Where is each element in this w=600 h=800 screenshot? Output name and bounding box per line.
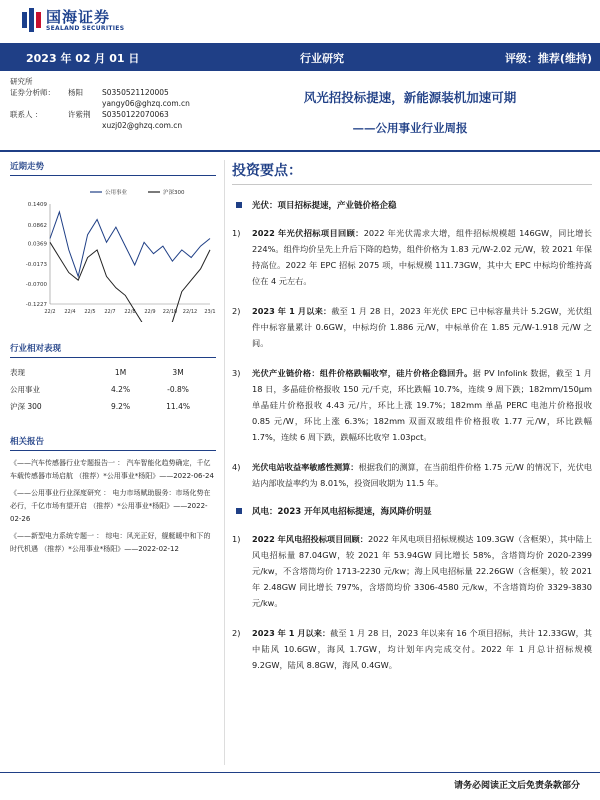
- list-item: [232, 303, 592, 351]
- item-text: 2022 年风电项目招标规模达 109.3GW（含框架），其中陆上风电招标量 87.04GW，较 2021 年 53.94GW 同比增长 58%，含塔筒均价 2020-2399 元/kw，不含塔筒均价 1713-2230 元/kw；海上风电招标量 22.26GW（含框架），较 2021 年 2.48GW 同比增长 797%，含塔筒均价 3306-4580 元/kw，不含塔筒均价 3329-3830 元/kw。: [252, 534, 593, 608]
- analyst-email: yangy06@ghzq.com.cn: [102, 99, 190, 108]
- item-number: 4): [232, 462, 241, 472]
- performance-section: [10, 342, 216, 415]
- table-row: [10, 381, 210, 398]
- footer-note: 请务必阅读正文后免责条款部分: [453, 781, 580, 791]
- y-tick-label: 0.0369: [27, 241, 47, 248]
- item-lead: 2022 年光伏招标项目回顾：: [252, 228, 364, 238]
- report-subhead: ——公用事业行业周报: [352, 121, 468, 135]
- table-header: 1M: [114, 368, 127, 377]
- item-text: 2022 年光伏需求大增，组件招标规模超 146GW，同比增长 224%。组件均价呈先上升后下降的趋势，组件价格为 1.83 元/W-2.02 元/W，较 2021 年保持高位。2022 年 EPC 招标 2075 项，中标规模 111.73GW，其中大 EPC 中标均价维持高位在 4 元左右。: [252, 228, 592, 286]
- y-tick-label: -0.1227: [25, 302, 47, 308]
- analyst-name: 许紫荆: [68, 110, 91, 119]
- logo-mark-icon: [22, 8, 42, 32]
- section-heading: [232, 199, 592, 211]
- item-number: 1): [232, 534, 241, 544]
- report-type: 行业研究: [300, 52, 344, 65]
- analyst-name: 杨阳: [68, 88, 83, 97]
- x-tick-label: 22/5: [84, 309, 96, 315]
- item-text: 截至 1 月 28 日，2023 年光伏 EPC 已中标容量共计 5.2GW，光伏组件中标容量累计 0.6GW，中标均价 1.886 元/W，中标单价在 1.85 元/W-1.918 元/W 之间。: [252, 306, 592, 348]
- header-bar: [0, 43, 600, 71]
- analyst-block: [10, 76, 190, 131]
- x-tick-label: 22/12: [182, 309, 198, 315]
- legend-label: 公用事业: [105, 190, 128, 196]
- analyst-id: S0350521120005: [102, 88, 169, 97]
- report-rating: 评级：推荐(维持): [504, 52, 592, 65]
- section-heading-text: 风电：2023 开年风电招标提速，海风降价明显: [252, 507, 432, 517]
- list-item: [232, 225, 592, 289]
- x-tick-label: 22/10: [162, 309, 178, 315]
- report-link[interactable]: 《——汽车传感器行业专题报告一 ： 汽车智能化趋势确定，千亿车载传感器市场启航 （推荐）*公用事业*杨阳》——2022-06-24: [10, 459, 214, 480]
- analyst-label: 证券分析师：: [10, 88, 55, 97]
- list-item: [232, 365, 592, 445]
- x-tick-label: 22/4: [64, 309, 76, 315]
- legend-label: 沪深300: [163, 190, 185, 196]
- list-item: [232, 459, 592, 491]
- y-tick-label: 0.1409: [27, 202, 47, 208]
- table-cell: 公用事业: [10, 385, 40, 394]
- header-divider: [0, 150, 600, 152]
- analyst-row: [10, 98, 190, 109]
- report-link[interactable]: 《——新型电力系统专题一 ： 综电：风光正好，舰艇暖中和下的时代机遇 （推荐）*公用事业*杨阳》——2022-02-12: [10, 532, 211, 553]
- analyst-row: [10, 109, 190, 120]
- table-row: [10, 398, 210, 415]
- related-reports: [10, 435, 216, 556]
- performance-table: [10, 364, 210, 415]
- performance-title: 行业相对表现: [10, 342, 216, 358]
- x-tick-label: 22/8: [124, 309, 136, 315]
- item-number: 2): [232, 306, 241, 316]
- table-header: 3M: [172, 368, 184, 377]
- y-tick-label: 0.0862: [27, 222, 47, 229]
- x-tick-label: 22/9: [144, 309, 156, 315]
- square-bullet-icon: [236, 202, 242, 208]
- analyst-id: S0350122070063: [102, 110, 169, 119]
- reports-title: 相关报告: [10, 435, 216, 451]
- report-date: 2023 年 02 月 01 日: [26, 52, 140, 65]
- table-cell: 9.2%: [111, 402, 131, 411]
- main-content: [232, 160, 592, 687]
- report-headline: 风光招投标提速，新能源装机加速可期: [303, 90, 517, 105]
- column-divider: [224, 160, 225, 765]
- item-lead: 光伏电站收益率敏感性测算：: [252, 462, 359, 472]
- trend-title: 近期走势: [10, 160, 216, 176]
- item-lead: 2023 年 1 月以来：: [252, 628, 331, 638]
- item-lead: 2023 年 1 月以来：: [252, 306, 332, 316]
- y-tick-label: -0.0173: [25, 262, 47, 269]
- x-tick-label: 22/2: [44, 309, 56, 315]
- item-number: 1): [232, 228, 241, 238]
- footer-divider: [0, 772, 600, 773]
- main-title: 投资要点：: [232, 160, 592, 185]
- brand-logo: [22, 6, 152, 38]
- section-heading: [232, 505, 592, 517]
- item-lead: 2022 年风电招投标项目回顾：: [252, 534, 368, 544]
- report-link[interactable]: 《——公用事业行业深度研究 ： 电力市场赋助服务：市场化势在必行，千亿市场有望开启 （推荐）*公用事业*杨阳》——2022-02-26: [10, 489, 211, 523]
- item-text: 截至 1 月 28 日，2023 年以来有 16 个项目招标，共计 12.33GW，其中陆风 10.6GW，海风 1.7GW，均计划年内完成交付。2022 年 1 月总计招标规模 9.2GW，陆风 8.8GW，海风 0.4GW。: [252, 628, 592, 670]
- table-cell: 11.4%: [166, 402, 190, 411]
- analyst-email: xuzj02@ghzq.com.cn: [102, 121, 183, 130]
- x-tick-label: 22/7: [104, 309, 116, 315]
- x-tick-label: 23/1: [204, 309, 216, 315]
- square-bullet-icon: [236, 508, 242, 514]
- table-header-row: [10, 364, 210, 381]
- table-header: 表现: [10, 368, 25, 377]
- brand-name-en: SEALAND SECURITIES: [46, 25, 125, 32]
- analyst-row: [10, 120, 190, 131]
- trend-chart-svg: [10, 182, 216, 322]
- item-text: 根据我们的测算，在当前组件价格 1.75 元/W 的情况下，光伏电站内部收益率约为 8.01%，投资回收期为 11.5 年。: [252, 462, 592, 488]
- table-cell: 4.2%: [111, 385, 131, 394]
- section-heading-text: 光伏：项目招标提速，产业链价格企稳: [252, 201, 397, 211]
- table-cell: -0.8%: [167, 385, 189, 394]
- item-number: 3): [232, 368, 241, 378]
- table-cell: 沪深 300: [10, 402, 42, 411]
- list-item: [232, 531, 592, 611]
- item-text: 据 PV Infolink 数据，截至 1 月 18 日，多晶硅价格报收 150 元/千克，环比跌幅 10.7%，连续 9 周下跌；182mm/150μm 单晶硅片价格报收 4.43 元/片，环比上涨 19.7%；182mm 单晶 PERC 电池片价格报收 0.85 元/W，环比上涨 6.3%；182mm 双面双玻组件价格报收 1.77 元/W，环比跌幅 1.7%，连续 6 周下跌，跌幅环比收窄 1.03pct。: [252, 368, 592, 442]
- item-number: 2): [232, 628, 241, 638]
- analyst-label: 研究所: [10, 77, 33, 86]
- sidebar: [10, 160, 216, 560]
- analyst-row: [10, 76, 190, 87]
- item-lead: 光伏产业链价格：组件价格跌幅收窄，硅片价格企稳回升。: [252, 368, 473, 378]
- list-item: [232, 625, 592, 673]
- brand-name-cn: 国海证券: [46, 8, 111, 26]
- trend-chart: [10, 182, 216, 322]
- analyst-label: 联系人 ：: [10, 110, 43, 119]
- series-line-0: [50, 212, 210, 277]
- y-tick-label: -0.0700: [25, 282, 47, 289]
- analyst-row: [10, 87, 190, 98]
